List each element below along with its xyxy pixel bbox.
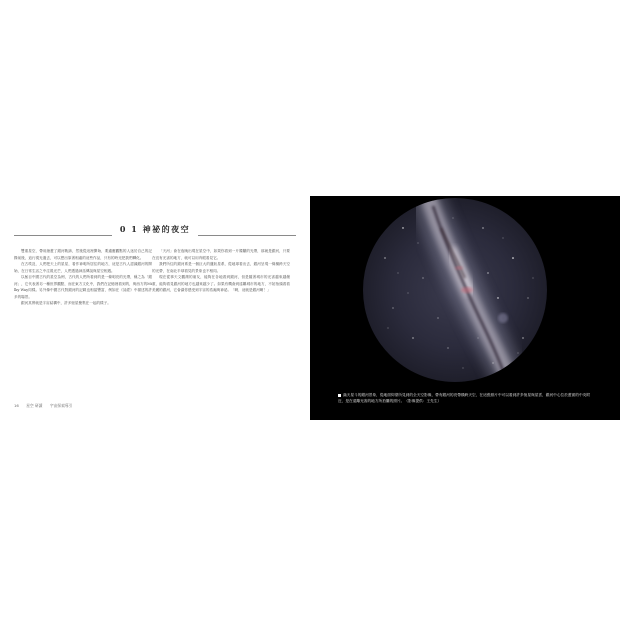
running-head-1: 星空 研讀 [26, 403, 43, 408]
milky-way-illustration [363, 198, 547, 382]
photo-caption [338, 392, 596, 404]
milky-way-fisheye-image [363, 198, 547, 382]
title-rule-left [14, 235, 112, 236]
paragraph: 「天河」會在夜晚出現在星空中，如果你看到一片朦朧的光帶，那就是銀河，只要在沒有光害的地方，就可以用肉眼看見它。 [152, 249, 290, 260]
paragraph: 雙重星空，帶用繪畫了銀河軌跡，然後從這裡開始，要適應觀點的人迷於自己的記錄前後，追行視光過去，可以想出原著相處的這些作品，只有的時光把我們轉化。 [14, 249, 152, 260]
book-spread [0, 192, 620, 424]
text-column-left [14, 248, 152, 307]
paragraph: 現在從事天文觀測的朋友，能夠在各地看到銀河，但是隨著城市的光害越來越嚴重，能夠看見銀河的地方也越來越少了。如果有機會到遠離城市的地方，不妨抬頭看看美麗的銀河，它會讓你感受到宇宙的浩瀚與神祕。「啊，這就是銀河啊！」 [152, 275, 290, 292]
paragraph: 在古埃及，人們把天上的星星，看作神明所居住的地方，這是古代人認識銀河的開始，在日常生活之中注視光芒，人們透過神話傳說與星空相遇。 [14, 262, 152, 273]
caption-marker-icon [338, 394, 341, 397]
chapter-title: 0 1 神祕的夜空 [119, 224, 191, 234]
title-rule-right [198, 235, 296, 236]
paragraph: 銀河其實就是宇宙結構中，許多恆星聚集在一起的樣子。 [21, 301, 111, 305]
page-folio [14, 403, 78, 409]
caption-text: 滿天星斗的銀河景象，從地面仰望所見到的全天空影像，帶有銀河的亮帶橫跨天空，在這張照片中可以看到許多恆星與星雲，銀河中心位於畫面的中央附近，是在遠離光害的地方所拍攝的照片。（影像提供：王先生） [338, 393, 591, 404]
right-page-photo [310, 196, 620, 420]
left-page [0, 192, 310, 424]
paragraph: 我們所住的銀河系是一個巨大的盤狀星系，從地球看出去，銀河呈現一條橫跨天空的光帶，在南北半球看見的景象也不相同。 [152, 262, 290, 273]
paragraph: 以極目中國古代的星空為例，古代的人們所看到的是一條明亮的光帶，稱之為「銀河」，它代表著另一種世界觀點，而在東方文化中，我們在記憶裡看到的，與西方的Milky Way同樣。另外像中國古代對銀河的記載也相當豐富，例如在《詩經》中描述的許多的場景。 [14, 275, 152, 299]
page-number: 16 [14, 403, 19, 408]
running-head-2: 宇宙探索導引 [49, 403, 73, 408]
text-column-right [152, 248, 290, 294]
